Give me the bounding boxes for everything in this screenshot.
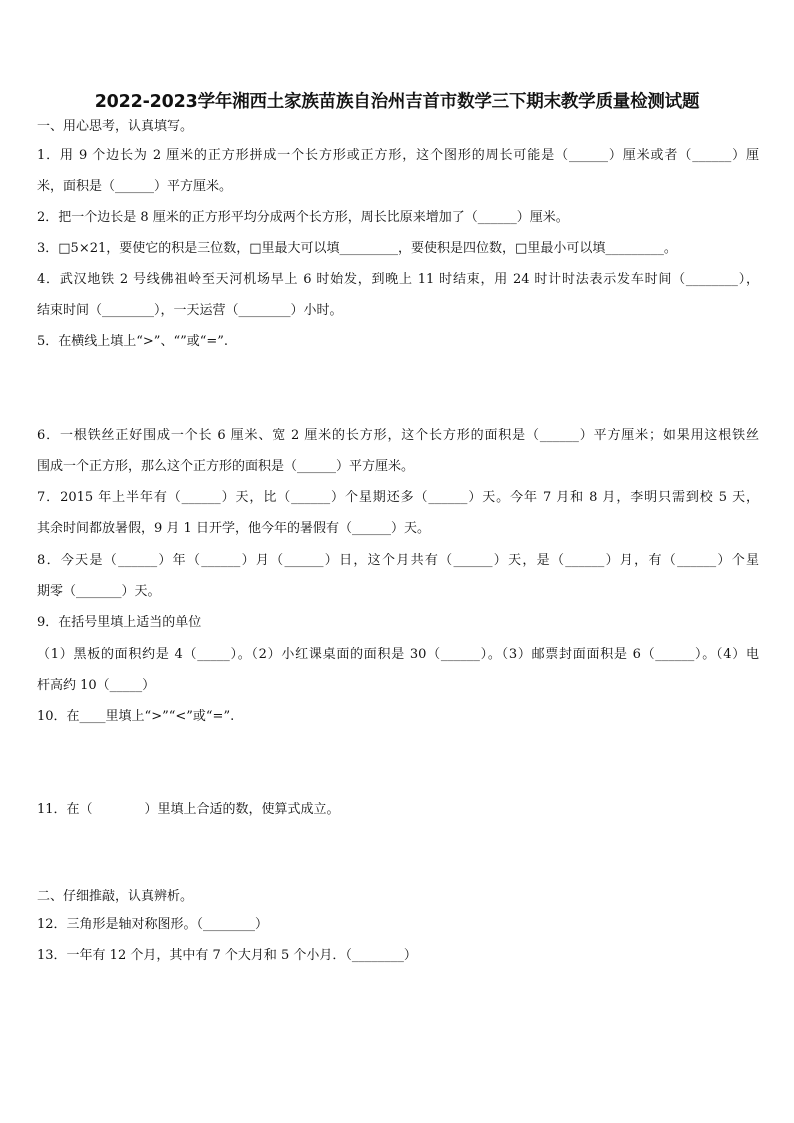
question-9-stem: 9．在括号里填上适当的单位 xyxy=(37,615,202,630)
question-8-line-2: 期零（_______）天。 xyxy=(37,584,161,599)
question-2: 2．把一个边长是 8 厘米的正方形平均分成两个长方形，周长比原来增加了（______）厘米。 xyxy=(37,210,569,225)
question-1-line-1: 1．用 9 个边长为 2 厘米的正方形拼成一个长方形或正方形，这个图形的周长可能是（______）厘米或者（______）厘 xyxy=(37,148,759,163)
question-6-line-2: 围成一个正方形，那么这个正方形的面积是（______）平方厘米。 xyxy=(37,459,415,474)
question-8-line-1: 8．今天是（______）年（______）月（______）日，这个月共有（______）天，是（______）月，有（______）个星 xyxy=(37,553,759,568)
question-5-stem: 5．在横线上填上“>”、“”或“=”. xyxy=(37,334,229,349)
question-4-line-2: 结束时间（________），一天运营（________）小时。 xyxy=(37,303,343,318)
question-12: 12．三角形是轴对称图形。（________） xyxy=(37,917,269,932)
question-4-line-1: 4．武汉地铁 2 号线佛祖岭至天河机场早上 6 时始发，到晚上 11 时结束，用 24 时计时法表示发车时间（________）， xyxy=(37,272,759,287)
question-7-line-1: 7．2015 年上半年有（______）天，比（______）个星期还多（______）天。今年 7 月和 8 月，李明只需到校 5 天， xyxy=(37,490,759,505)
question-9-line-2: 杆高约 10（_____） xyxy=(37,678,156,693)
question-13: 13．一年有 12 个月，其中有 7 个大月和 5 个小月．（________） xyxy=(37,948,417,963)
question-1-line-2: 米，面积是（______）平方厘米。 xyxy=(37,179,233,194)
page-title: 2022-2023学年湘西土家族苗族自治州吉首市数学三下期末教学质量检测试题 xyxy=(94,92,700,112)
question-3: 3．□5×21，要使它的积是三位数，□里最大可以填_________，要使积是四位数，□里最小可以填_________。 xyxy=(37,241,677,256)
question-11-stem: 11．在（ ）里填上合适的数，使算式成立。 xyxy=(37,802,340,817)
section-heading-judge: 二、仔细推敲，认真辨析。 xyxy=(37,889,194,904)
question-10-stem: 10．在____里填上“>”“<”或“=”. xyxy=(37,709,235,724)
question-9-line-1: （1）黑板的面积约是 4（_____）。（2）小红课桌面的面积是 30（______）。（3）邮票封面面积是 6（______）。（4）电 xyxy=(37,647,759,662)
question-6-line-1: 6．一根铁丝正好围成一个长 6 厘米、宽 2 厘米的长方形，这个长方形的面积是（______）平方厘米；如果用这根铁丝 xyxy=(37,428,759,443)
section-heading-fill-in: 一、用心思考，认真填写。 xyxy=(37,119,194,134)
question-7-line-2: 其余时间都放暑假，9 月 1 日开学，他今年的暑假有（______）天。 xyxy=(37,521,430,536)
